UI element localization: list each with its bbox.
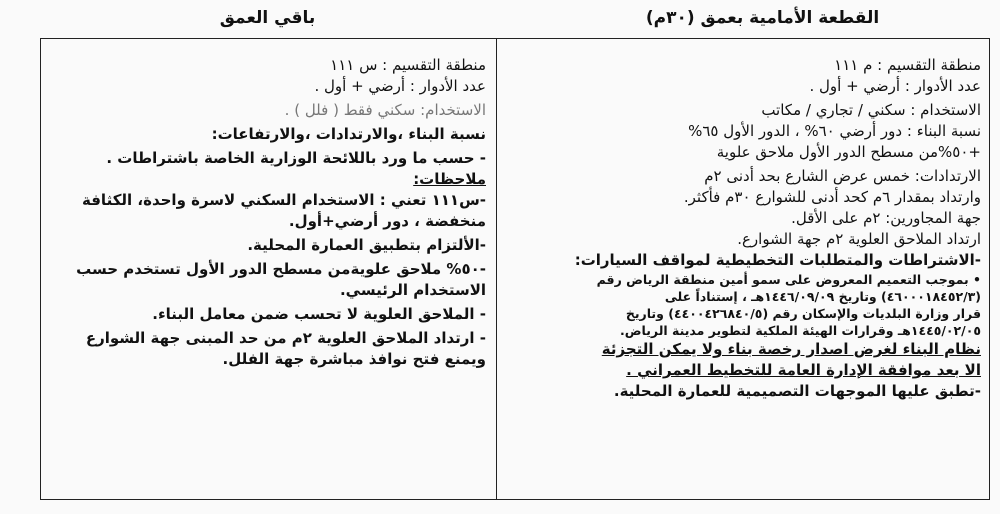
- note-5-line-2: ويمنع فتح نوافذ مباشرة جهة الفلل.: [222, 350, 486, 368]
- building-ratio-line: نسبة البناء : دور أرضي ٦٠% ، الدور الأول ٦٥%: [688, 122, 981, 140]
- front-plot-title: القطعة الأمامية بعمق (٣٠م): [645, 8, 880, 28]
- system-line-2: الا بعد موافقة الإدارة العامة للتخطيط العمراني .: [626, 361, 981, 379]
- setback-line-2: وارتداد بمقدار ٦م كحد أدنى للشوارع ٣٠م فأكثر.: [683, 188, 981, 206]
- note-1-line-1: -س١١١ تعني : الاستخدام السكني لاسرة واحدة، الكثافة: [82, 191, 486, 209]
- regulations-table: [40, 38, 990, 500]
- neighbors-setback-line: جهة المجاورين: ٢م على الأقل.: [791, 209, 981, 227]
- use-line: الاستخدام : سكني / تجاري / مكاتب: [761, 101, 981, 119]
- ratio-text: - حسب ما ورد باللائحة الوزارية الخاصة باشتراطات .: [106, 149, 486, 167]
- parking-text-3: قرار وزارة البلديات والإسكان رقم (٤٤٠٠٤٢٦٨٤٠/٥) وتاريخ: [625, 306, 981, 321]
- parking-text-2: (٤٦٠٠٠١٨٤٥٢/٣) وتاريخ ١٤٤٦/٠٩/٠٩هـ ، إستناداً على: [664, 289, 981, 304]
- system-line-3: -تطبق عليها الموجهات التصميمية للعمارة المحلية.: [613, 382, 981, 400]
- use-line: الاستخدام: سكني فقط ( فلل ) .: [284, 101, 486, 119]
- note-5-line-1: - ارتداد الملاحق العلوية ٢م من حد المبنى جهة الشوارع: [85, 329, 486, 347]
- note-3-line-1: -٥٠% ملاحق علويةمن مسطح الدور الأول تستخدم حسب: [76, 260, 486, 278]
- note-4: - الملاحق العلوية لا تحسب ضمن معامل البناء.: [152, 305, 486, 323]
- front-plot-column: [494, 39, 989, 499]
- remaining-depth-title: باقي العمق: [219, 8, 316, 28]
- parking-text-4: ١٤٤٥/٠٢/٠٥هـ وقرارات الهيئة الملكية لتطوير مدينة الرياض.: [619, 323, 981, 338]
- note-3-line-2: الاستخدام الرئيسي.: [339, 281, 486, 299]
- setback-line: الارتدادات: خمس عرض الشارع بحد أدنى ٢م: [704, 167, 981, 185]
- remaining-depth-column: [41, 39, 496, 499]
- parking-heading: -الاشتراطات والمتطلبات التخطيطية لمواقف السيارات:: [574, 251, 981, 269]
- floors-line: عدد الأدوار : أرضي + أول .: [809, 77, 981, 95]
- note-2: -الألتزام بتطبيق العمارة المحلية.: [247, 236, 486, 254]
- floors-line: عدد الأدوار : أرضي + أول .: [314, 77, 486, 95]
- notes-heading: ملاحظات:: [413, 170, 486, 188]
- annex-setback-line: ارتداد الملاحق العلوية ٢م جهة الشوارع.: [737, 230, 981, 248]
- zone-line: منطقة التقسيم : م ١١١: [834, 56, 981, 74]
- system-line-1: نظام البناء لغرض اصدار رخصة بناء ولا يمكن التجزئة: [601, 340, 981, 358]
- ratio-heading: نسبة البناء ،والارتدادات ،والارتفاعات:: [211, 125, 486, 143]
- parking-text-1: • بموجب التعميم المعروض على سمو أمين منطقة الرياض رقم: [596, 272, 981, 287]
- building-ratio-line-2: +٥٠%من مسطح الدور الأول ملاحق علوية: [716, 143, 981, 161]
- table-header: [40, 0, 990, 38]
- zone-line: منطقة التقسيم : س ١١١: [330, 56, 486, 74]
- note-1-line-2: منخفضة ، دور أرضي+أول.: [288, 212, 486, 230]
